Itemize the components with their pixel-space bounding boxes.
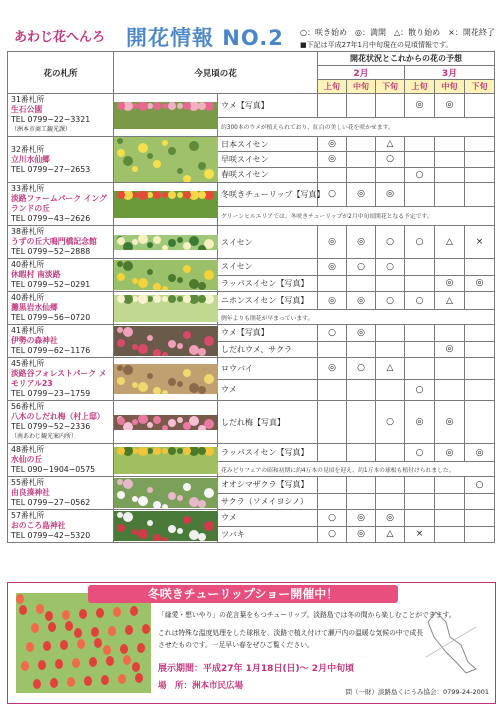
flower-photo [114, 477, 218, 510]
bloom-mark: ○ [318, 510, 347, 527]
flower-name: 早咲スイセン [218, 152, 318, 167]
bloom-mark: ○ [318, 325, 347, 342]
decade-header: 下旬 [376, 80, 405, 94]
page-header [0, 0, 500, 50]
place-cell [8, 444, 114, 477]
place-name: 生石公園 [11, 105, 43, 114]
month-mar: 3月 [405, 66, 495, 80]
place-tel: TEL 0799−56−0720 [11, 313, 91, 322]
banner-text-2: これは特殊な温度処理をした球根を、淡路で植え付けて瀬戸内の温暖な気候の中で成長 [158, 629, 424, 637]
bloom-mark [435, 358, 465, 380]
bloom-table [7, 51, 495, 543]
tulip-show-banner [7, 582, 496, 704]
photo-image [114, 326, 218, 356]
col-forecast: 開花状況とこれからの花の予想 [318, 52, 495, 66]
photo-image [114, 447, 218, 474]
flower-name: ニホンスイセン【写真】 [218, 292, 318, 310]
place-number: 48番札所 [11, 445, 45, 454]
flower-name: ウメ【写真】 [218, 94, 318, 118]
photo-image [114, 235, 218, 250]
bloom-mark: ○ [376, 226, 405, 259]
bloom-mark [405, 510, 435, 527]
bloom-mark [347, 275, 376, 292]
bloom-mark [347, 379, 376, 401]
flower-photo [114, 401, 218, 444]
place-name: 立川水仙郷 [11, 154, 50, 164]
row-comment: 花みどりフェアの昭和初期に約4万本の見頃を迎え、約1万本の球根も植付けられました。 [218, 462, 495, 477]
decade-header: 中旬 [435, 80, 465, 94]
bloom-mark [465, 401, 495, 444]
bloom-mark: ○ [318, 183, 347, 207]
photo-image [114, 102, 218, 129]
place-tel: TEL 090−1904−0575 [11, 465, 96, 474]
bloom-mark: ○ [405, 292, 435, 310]
bloom-mark: ◎ [435, 94, 465, 118]
flower-name: ラッパスイセン【写真】 [218, 444, 318, 462]
flower-photo [114, 358, 218, 401]
bloom-mark [465, 510, 495, 527]
flower-photo [114, 94, 218, 137]
place-number: 40番札所 [11, 260, 45, 269]
bloom-mark [465, 325, 495, 342]
bloom-mark: ◎ [318, 226, 347, 259]
bloom-mark [376, 275, 405, 292]
flower-name: 春咲スイセン [218, 167, 318, 182]
photo-image [114, 295, 218, 322]
col-place: 花の札所 [8, 52, 114, 94]
table-row [8, 292, 495, 310]
bloom-mark: △ [376, 137, 405, 152]
place-cell [8, 137, 114, 183]
tulip-photo [16, 593, 151, 693]
flower-name: スイセン [218, 226, 318, 259]
flower-name: しだれ梅【写真】 [218, 401, 318, 444]
bloom-mark [376, 341, 405, 358]
flower-name: ウメ【写真】 [218, 325, 318, 342]
photo-image [114, 137, 218, 182]
table-row [8, 94, 495, 118]
bloom-mark: ◎ [347, 510, 376, 527]
decade-header: 上旬 [318, 80, 347, 94]
place-name: 灘黒岩水仙郷 [11, 303, 58, 312]
place-cell [8, 477, 114, 510]
row-comment: 例年よりも開花が早まっています。 [218, 310, 495, 325]
place-name: 八木のしだれ梅（村上邸） [11, 412, 105, 421]
bloom-mark [465, 526, 495, 543]
bloom-mark [435, 510, 465, 527]
bloom-mark [405, 493, 435, 510]
banner-contact: 問（一財）淡路島くにうみ協会：0799-24-2001 [345, 688, 489, 696]
bloom-mark [435, 379, 465, 401]
bloom-mark [465, 259, 495, 276]
place-number: 56番札所 [11, 402, 45, 411]
bloom-mark [347, 137, 376, 152]
place-cell [8, 259, 114, 292]
bloom-mark: ◎ [435, 444, 465, 462]
banner-text-3: させたものです。一足早い春をぜひご覧ください。 [158, 641, 314, 649]
table-row [8, 477, 495, 494]
col-flower: 今見頃の花 [114, 52, 318, 94]
bloom-mark: ◎ [318, 137, 347, 152]
bloom-mark [405, 358, 435, 380]
banner-title: 冬咲きチューリップショー開催中！ [88, 585, 398, 603]
place-number: 45番札所 [11, 359, 45, 368]
place-sub: （南あわじ観光案内所） [11, 433, 78, 440]
bloom-mark [376, 493, 405, 510]
place-sub: （洲本市商工観光課） [11, 126, 72, 133]
place-number: 40番札所 [11, 293, 45, 302]
flower-name: スイセン [218, 259, 318, 276]
map-icon [416, 607, 488, 677]
bloom-mark: ○ [347, 358, 376, 380]
bloom-mark: ○ [347, 259, 376, 276]
bloom-mark [435, 477, 465, 494]
flower-name: ウメ [218, 379, 318, 401]
bloom-mark [405, 152, 435, 167]
bloom-mark: ○ [318, 526, 347, 543]
bloom-mark [435, 152, 465, 167]
bloom-mark [347, 152, 376, 167]
bloom-mark [405, 325, 435, 342]
bloom-mark: ◎ [347, 183, 376, 207]
place-name: うずの丘大鳴門橋記念館 [11, 237, 97, 246]
photo-image [114, 511, 218, 541]
place-cell [8, 358, 114, 401]
bloom-mark [465, 94, 495, 118]
row-comment: グリーンヒルエリアでは、冬咲きチューリップが2月中旬頃開花となる予定です。 [218, 206, 495, 225]
bloom-mark [465, 341, 495, 358]
bloom-mark [318, 341, 347, 358]
place-tel: TEL 0799−42−5320 [11, 531, 91, 540]
place-number: 33番札所 [11, 184, 45, 193]
bloom-mark [465, 358, 495, 380]
bloom-mark [318, 477, 347, 494]
bloom-mark: ○ [405, 379, 435, 401]
photo-image [114, 191, 218, 218]
bloom-mark [318, 167, 347, 182]
flower-name: オオシマザクラ【写真】 [218, 477, 318, 494]
place-tel: TEL 0799−43−2626 [11, 214, 91, 223]
place-number: 38番札所 [11, 227, 45, 236]
table-row [8, 510, 495, 527]
place-name: おのころ島神社 [11, 521, 66, 530]
bloom-mark [435, 183, 465, 207]
bloom-mark [465, 493, 495, 510]
bloom-mark: ◎ [465, 275, 495, 292]
table-row [8, 259, 495, 276]
month-feb: 2月 [318, 66, 405, 80]
bloom-mark: ○ [465, 477, 495, 494]
place-tel: TEL 0799−52−0291 [11, 280, 91, 289]
bloom-mark [465, 183, 495, 207]
bloom-mark: ○ [405, 167, 435, 182]
bloom-mark: ◎ [405, 94, 435, 118]
place-tel: TEL 0799−22−3321 [11, 115, 91, 124]
flower-name: 冬咲きチューリップ【写真】 [218, 183, 318, 207]
bloom-mark [347, 401, 376, 444]
bloom-mark [405, 341, 435, 358]
place-cell [8, 325, 114, 358]
flower-photo [114, 444, 218, 477]
photo-image [114, 415, 218, 430]
place-name: 淡路谷フォレストパーク メモリアル23 [11, 369, 107, 388]
bloom-mark [405, 259, 435, 276]
place-number: 55番札所 [11, 478, 45, 487]
flower-photo [114, 183, 218, 226]
flower-photo [114, 510, 218, 543]
bloom-mark: ○ [376, 259, 405, 276]
flower-name: ツバキ [218, 526, 318, 543]
flower-name: しだれウメ、サクラ [218, 341, 318, 358]
bloom-mark [347, 477, 376, 494]
place-cell [8, 401, 114, 444]
bloom-mark: ○ [405, 444, 435, 462]
page-title: 開花情報 NO.2 [126, 26, 284, 50]
bloom-mark [376, 167, 405, 182]
place-tel: TEL 0799−52−2888 [11, 247, 91, 256]
logo: あわじ花へんろ [14, 30, 106, 45]
bloom-mark: ◎ [435, 401, 465, 444]
place-name: 伊勢の森神社 [11, 336, 58, 345]
bloom-mark: ◎ [318, 259, 347, 276]
place-number: 41番札所 [11, 326, 45, 335]
place-tel: TEL 0799−52−2336 [11, 422, 91, 431]
bloom-mark: ◎ [435, 275, 465, 292]
bloom-mark [347, 493, 376, 510]
table-row [8, 444, 495, 462]
table-row [8, 226, 495, 259]
photo-image [114, 478, 218, 508]
bloom-mark [347, 444, 376, 462]
place-number: 31番札所 [11, 95, 45, 104]
table-row [8, 325, 495, 342]
bloom-mark [376, 444, 405, 462]
place-cell [8, 226, 114, 259]
table-row [8, 358, 495, 380]
bloom-mark [318, 94, 347, 118]
flower-photo [114, 325, 218, 358]
place-tel: TEL 0799−27−0562 [11, 498, 91, 507]
bloom-mark [318, 275, 347, 292]
bloom-mark: ◎ [376, 510, 405, 527]
bloom-mark: ◎ [347, 526, 376, 543]
bloom-mark [435, 325, 465, 342]
banner-text-1: 「縁愛・想いやり」の花言葉をもつチューリップ。淡路島では冬の間から楽しむことができます。 [158, 611, 456, 619]
bloom-mark [465, 292, 495, 310]
place-cell [8, 183, 114, 226]
bloom-mark [435, 167, 465, 182]
flower-photo [114, 226, 218, 259]
bloom-mark: ◎ [405, 401, 435, 444]
bloom-mark [465, 152, 495, 167]
bloom-mark [405, 275, 435, 292]
bloom-mark: △ [376, 526, 405, 543]
bloom-mark [405, 477, 435, 494]
place-name: 淡路ファームパーク イングランドの丘 [11, 194, 107, 213]
decade-header: 上旬 [405, 80, 435, 94]
bloom-mark [405, 137, 435, 152]
bloom-mark [435, 526, 465, 543]
bloom-mark: × [465, 226, 495, 259]
bloom-mark [347, 94, 376, 118]
place-tel: TEL 0799−27−2653 [11, 164, 91, 174]
bloom-mark [318, 444, 347, 462]
bloom-mark [347, 341, 376, 358]
bloom-mark [435, 137, 465, 152]
bloom-mark: ○ [376, 401, 405, 444]
decade-header: 下旬 [465, 80, 495, 94]
bloom-mark: ◎ [347, 226, 376, 259]
bloom-mark [376, 94, 405, 118]
row-comment: 約300本のウメが植えられており、紅白の美しい花を咲かせます。 [218, 117, 495, 136]
place-tel: TEL 0799−62−1176 [11, 346, 91, 355]
bloom-mark: ◎ [347, 292, 376, 310]
photo-image [114, 364, 218, 394]
bloom-mark: △ [435, 226, 465, 259]
bloom-mark [376, 477, 405, 494]
photo-image [114, 260, 218, 290]
bloom-mark: ◎ [318, 152, 347, 167]
place-tel: TEL 0799−23−1759 [11, 389, 91, 398]
bloom-mark [465, 167, 495, 182]
bloom-mark: ◎ [376, 183, 405, 207]
bloom-mark: × [405, 526, 435, 543]
legend: ○：咲き始め ◎：満開 △：散り始め ×：開花終了 [300, 28, 495, 37]
bloom-mark [376, 379, 405, 401]
decade-header: 中旬 [347, 80, 376, 94]
bloom-mark: △ [376, 358, 405, 380]
table-row [8, 401, 495, 444]
place-name: 水仙の丘 [11, 455, 43, 464]
bloom-mark [405, 183, 435, 207]
table-row [8, 137, 495, 152]
banner-date: 展示期間：平成27年 1月18日(日)〜 2月中旬頃 [158, 664, 355, 674]
place-cell [8, 292, 114, 325]
bloom-mark: ◎ [318, 358, 347, 380]
bloom-mark: ◎ [435, 341, 465, 358]
bloom-mark [318, 401, 347, 444]
place-number: 32番札所 [11, 144, 45, 154]
bloom-mark [465, 137, 495, 152]
flower-photo [114, 259, 218, 292]
bloom-mark [318, 493, 347, 510]
bloom-mark [435, 259, 465, 276]
table-row [8, 183, 495, 207]
flower-photo [114, 292, 218, 325]
bloom-mark [347, 167, 376, 182]
flower-name: 日本スイセン [218, 137, 318, 152]
bloom-mark: ○ [376, 292, 405, 310]
bloom-mark: ◎ [465, 444, 495, 462]
bloom-mark [435, 493, 465, 510]
flower-name: ラッパスイセン【写真】 [218, 275, 318, 292]
flower-photo [114, 137, 218, 183]
banner-venue: 場 所：洲本市民広場 [158, 681, 244, 691]
bloom-mark [376, 325, 405, 342]
flower-name: ウメ [218, 510, 318, 527]
bloom-mark [465, 379, 495, 401]
place-name: 由良湊神社 [11, 488, 50, 497]
bloom-mark [318, 379, 347, 401]
place-cell [8, 510, 114, 543]
bloom-mark: ○ [405, 226, 435, 259]
place-name: 休暇村 南淡路 [11, 270, 61, 279]
bloom-mark: ○ [376, 152, 405, 167]
bloom-mark: ◎ [347, 325, 376, 342]
bloom-mark: △ [435, 292, 465, 310]
place-cell [8, 94, 114, 137]
info-note: ■下記は平成27年1月中旬現在の見頃情報です。 [300, 41, 453, 49]
flower-name: サクラ（ソメイヨシノ） [218, 493, 318, 510]
flower-name: ロウバイ [218, 358, 318, 380]
bloom-mark: ◎ [318, 292, 347, 310]
place-number: 57番札所 [11, 511, 45, 520]
